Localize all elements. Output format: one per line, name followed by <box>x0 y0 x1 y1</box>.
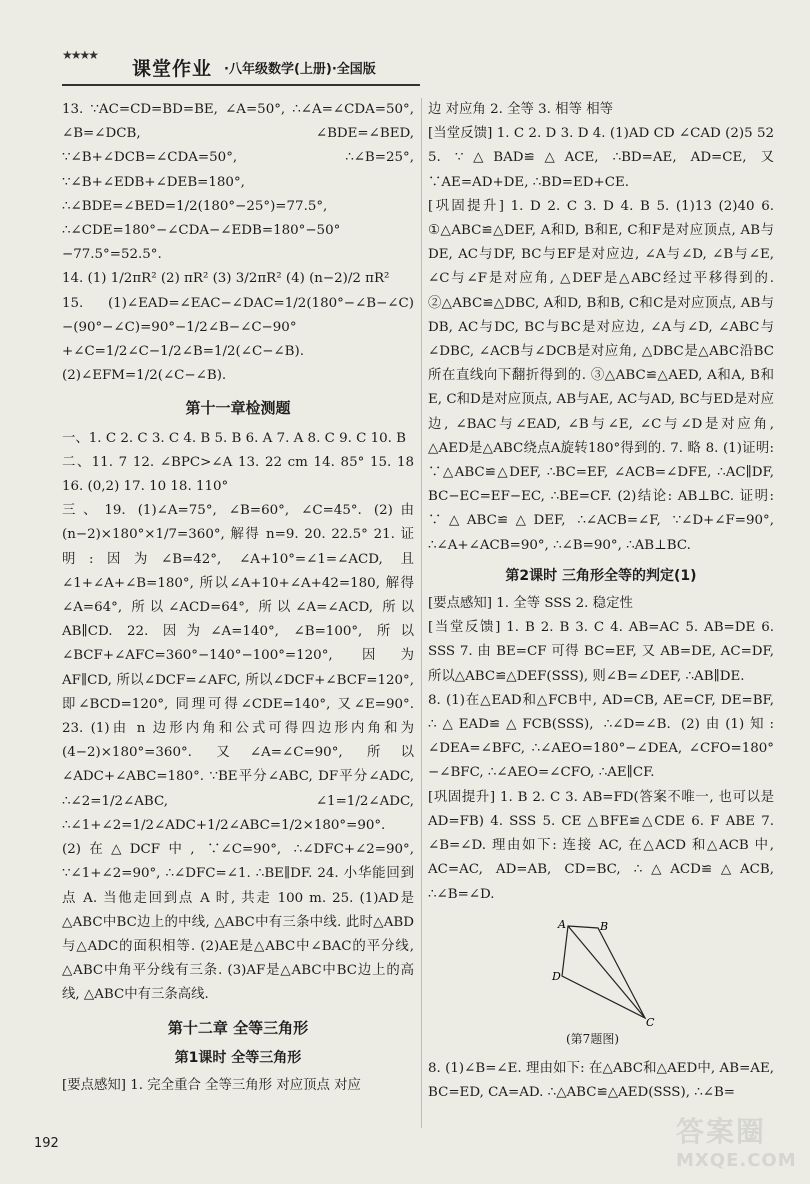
answer-paragraph: [要点感知] 1. 完全重合 全等三角形 对应顶点 对应 <box>62 1077 361 1093</box>
watermark <box>676 1110 800 1176</box>
book-brand: 课堂作业 <box>132 58 213 80</box>
stars-decoration-icon: ★★★★ <box>62 48 98 62</box>
figure-label-c: C <box>646 1016 655 1028</box>
answer-paragraph: (2)在△DCF中, ∵∠C=90°, ∴∠DFC+∠2=90°, ∵∠1+∠2=90°, ∴∠DFC=∠1. ∴BE∥DF. 24. 小华能回到点 A. 当他走回到点 A 时, 共走 100 m. 25. (1)AD是△ABC中BC边上的中线, △ABC中有三条中线. 此时△ABD与△ADC的面积相等. (2)AE是△ABC中∠BAC的平分线, △ABC中角平分线有三条. (3)AF是△ABC中BC边上的高线, △ABC中有三条高线. <box>62 842 414 1003</box>
answer-paragraph: [要点感知] 1. 全等 SSS 2. 稳定性 <box>428 596 633 612</box>
answer-paragraph: 14. (1) 1/2πR² (2) πR² (3) 3/2πR² (4) (n−2)/2 πR² <box>62 271 390 287</box>
watermark-url: MXQE.COM <box>676 1150 797 1171</box>
answer-paragraph: 15. (1)∠EAD=∠EAC−∠DAC=1/2(180°−∠B−∠C)−(90°−∠C)=90°−1/2∠B−∠C−90°+∠C=1/2∠C−1/2∠B=1/2(∠C−∠B). (2)∠EFM=1/2(∠C−∠B). <box>62 295 414 384</box>
figure-label-b: B <box>600 920 609 933</box>
figure-label-d: D <box>552 970 561 983</box>
answer-paragraph: 13. ∵AC=CD=BD=BE, ∠A=50°, ∴∠A=∠CDA=50°, ∠B=∠DCB, ∠BDE=∠BED, ∵∠B+∠DCB=∠CDA=50°, ∴∠B=25°, ∵∠B+∠EDB+∠DEB=180°, ∴∠BDE=∠BED=1/2(180°−25°)=77.5°, ∴∠CDE=180°−∠CDA−∠EDB=180°−50°−77.5°=52.5°. <box>62 102 414 263</box>
quadrilateral-figure <box>550 918 690 1028</box>
answer-paragraph: 边 对应角 2. 全等 3. 相等 相等 <box>428 102 613 117</box>
answer-paragraph: [当堂反馈] 1. B 2. B 3. C 4. AB=AC 5. AB=DE 6. SSS 7. 由 BE=CF 可得 BC=EF, 又 AB=DE, AC=DF, 所以△ABC≌△DEF(SSS), 则∠B=∠DEF, ∴AB∥DE. <box>428 620 774 684</box>
column-divider <box>421 98 422 1128</box>
answer-paragraph: 三、19. (1)∠A=75°, ∠B=60°, ∠C=45°. (2)由(n−2)×180°×1/7=360°, 解得 n=9. 20. 22.5° 21. 证明:因为∠B=42°, ∠A+10°=∠1=∠ACD, 且∠1+∠A+∠B=180°, 所以∠A+10+∠A+42=180, 解得∠A=64°, 所以∠ACD=64°, 所以∠A=∠ACD, 所以 AB∥CD. 22. 因为∠A=140°, ∠B=100°, 所以∠BCF+∠AFC=360°−140°−100°=120°, 因为 AF∥CD, 所以∠DCF=∠AFC, 所以∠DCF+∠BCF=120°, 即∠BCD=120°, 同理可得∠CDE=140°, 又∠E=90°. 23. (1)由 n 边形内角和公式可得四边形内角和为(4−2)×180°=360°. 又∠A=∠C=90°, 所以∠ADC+∠ABC=180°. ∵BE平分∠ABC, DF平分∠ADC, ∴∠2=1/2∠ABC, ∠1=1/2∠ADC, ∴∠1+∠2=1/2∠ADC+1/2∠ABC=1/2×180°=90°. <box>62 503 414 833</box>
figure-caption: (第7题图) <box>566 1032 619 1046</box>
answer-paragraph: 二、11. 7 12. ∠BPC>∠A 13. 22 cm 14. 85° 15. 18 16. (0,2) 17. 10 18. 110° <box>62 454 414 495</box>
header-rule <box>62 84 420 86</box>
figure-diagonal-ac <box>568 926 645 1018</box>
answer-paragraph: [巩固提升] 1. B 2. C 3. AB=FD(答案不唯一, 也可以是 AD=FB) 4. SSS 5. CE △BFE≌△CDE 6. F ABE 7. ∠B=∠D. 理由如下: 连接 AC, 在△ACD 和△ACB 中, AC=AC, AD=AB, CD=BC, ∴△ACD≌△ACB, ∴∠B=∠D. <box>428 789 774 902</box>
running-header <box>62 50 422 84</box>
answer-paragraph: 8. (1)在△EAD和△FCB中, AD=CB, AE=CF, DE=BF, ∴△EAD≌△FCB(SSS), ∴∠D=∠B. (2)由(1)知: ∠DEA=∠BFC, ∴∠AEO=180°−∠DEA, ∠CFO=180°−∠BFC, ∴∠AEO=∠CFO, ∴AE∥CF. <box>428 692 774 781</box>
chapter-heading: 第十二章 全等三角形 <box>167 1018 309 1037</box>
lesson-heading: 第2课时 三角形全等的判定(1) <box>505 567 697 584</box>
left-column <box>62 98 414 1098</box>
answer-paragraph: [巩固提升] 1. D 2. C 3. D 4. B 5. (1)13 (2)40 6. ①△ABC≌△DEF, A和D, B和E, C和F是对应顶点, AB与DE, AC与DF, BC与EF是对应边, ∠A与∠D, ∠B与∠E, ∠C与∠F是对应角, △DEF是△ABC经过平移得到的. ②△ABC≌△DBC, A和D, B和B, C和C是对应顶点, AB与DB, AC与DC, BC与BC是对应边, ∠A与∠D, ∠ABC与∠DBC, ∠ACB与∠DCB是对应角, △DBC是△ABC沿BC所在直线向下翻折得到的. ③△ABC≌△AED, A和A, B和E, C和D是对应顶点, AB与AE, AC与AD, BC与ED是对应边, ∠BAC与∠EAD, ∠B与∠E, ∠C与∠D是对应角, △AED是△ABC绕点A旋转180°得到的. 7. 略 8. (1)证明: ∵△ABC≌△DEF, ∴BC=EF, ∠ACB=∠DFE, ∴AC∥DF, BC−EC=EF−EC, ∴BE=CF. (2)结论: AB⊥BC. 证明: ∵△ABC≌△DEF, ∴∠ACB=∠F, ∵∠D+∠F=90°, ∴∠A+∠ACB=90°, ∴∠B=90°, ∴AB⊥BC. <box>428 198 774 553</box>
book-subtitle: ·八年级数学(上册)·全国版 <box>224 62 376 77</box>
answer-paragraph: [当堂反馈] 1. C 2. D 3. D 4. (1)AD CD ∠CAD (2)5 52 5. ∵△BAD≌△ACE, ∴BD=AE, AD=CE, 又∵AE=AD+DE, ∴BD=ED+CE. <box>428 126 774 190</box>
chapter-heading: 第十一章检测题 <box>185 399 291 418</box>
answer-paragraph: 8. (1)∠B=∠E. 理由如下: 在△ABC和△AED中, AB=AE, BC=ED, CA=AD. ∴△ABC≌△AED(SSS), ∴∠B= <box>428 1060 774 1100</box>
watermark-title: 答案圈 <box>676 1115 767 1148</box>
figure-label-a: A <box>558 918 566 931</box>
figure-outline <box>562 926 645 1018</box>
answer-paragraph: 一、1. C 2. C 3. C 4. B 5. B 6. A 7. A 8. C 9. C 10. B <box>62 430 407 446</box>
page-number: 192 <box>34 1136 59 1151</box>
lesson-heading: 第1课时 全等三角形 <box>174 1049 302 1066</box>
